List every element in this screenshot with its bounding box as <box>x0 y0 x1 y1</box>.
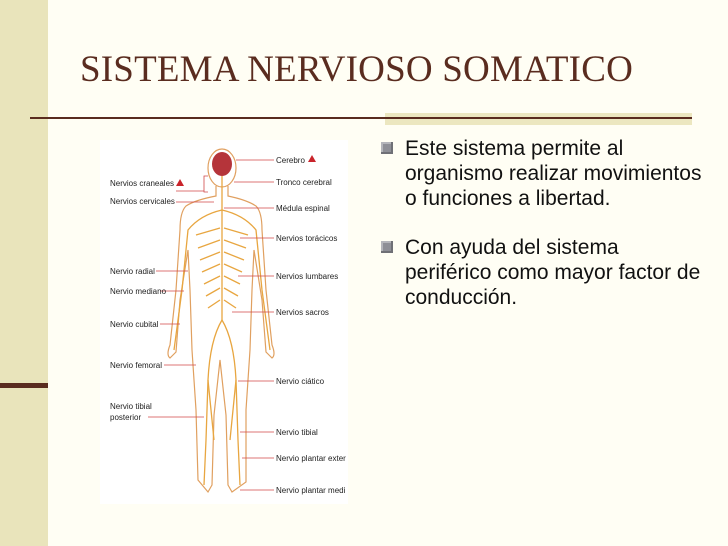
bullet-list <box>381 136 703 334</box>
label-nervio-plantar-externo: Nervio plantar exter <box>276 454 346 463</box>
label-nervio-femoral: Nervio femoral <box>110 361 163 370</box>
bullet-item <box>381 136 703 211</box>
label-nervio-tibial-posterior: Nervio tibial <box>110 402 152 411</box>
label-cerebro: Cerebro <box>276 156 305 165</box>
nervous-system-figure <box>100 140 348 504</box>
cerebro-marker-icon <box>308 155 316 162</box>
label-medula-espinal: Médula espinal <box>276 204 330 213</box>
label-nervio-plantar-medial: Nervio plantar medi <box>276 486 346 495</box>
label-tronco-cerebral: Tronco cerebral <box>276 178 332 187</box>
label-nervios-lumbares: Nervios lumbares <box>276 272 339 281</box>
label-nervio-tibial: Nervio tibial <box>276 428 318 437</box>
label-nervios-sacros: Nervios sacros <box>276 308 329 317</box>
nerve-network <box>174 176 270 485</box>
label-nervio-mediano: Nervio mediano <box>110 287 167 296</box>
label-nervio-cubital: Nervio cubital <box>110 320 159 329</box>
title-rule <box>30 117 692 119</box>
bullet-text: Este sistema permite al organismo realizar movimientos o funciones a libertad. <box>405 137 702 210</box>
bullet-item <box>381 235 703 310</box>
label-nervios-toracicos: Nervios torácicos <box>276 234 338 243</box>
body-diagram <box>100 140 348 504</box>
label-nervios-cervicales: Nervios cervicales <box>110 197 175 206</box>
slide-title: SISTEMA NERVIOSO SOMATICO <box>80 49 633 90</box>
cranial-marker-icon <box>176 179 184 186</box>
label-nervio-radial: Nervio radial <box>110 267 155 276</box>
leader-lines <box>148 160 274 490</box>
square-bullet-icon <box>381 142 393 154</box>
band-accent-line <box>0 383 48 388</box>
label-posterior: posterior <box>110 413 142 422</box>
square-bullet-icon <box>381 241 393 253</box>
left-decorative-band <box>0 0 48 546</box>
title-rule-highlight <box>385 113 692 125</box>
label-nervios-craneales: Nervios craneales <box>110 179 175 188</box>
label-nervio-ciatico: Nervio ciático <box>276 377 325 386</box>
bullet-text: Con ayuda del sistema periférico como mayor factor de conducción. <box>405 236 701 309</box>
brain-icon <box>212 152 232 176</box>
